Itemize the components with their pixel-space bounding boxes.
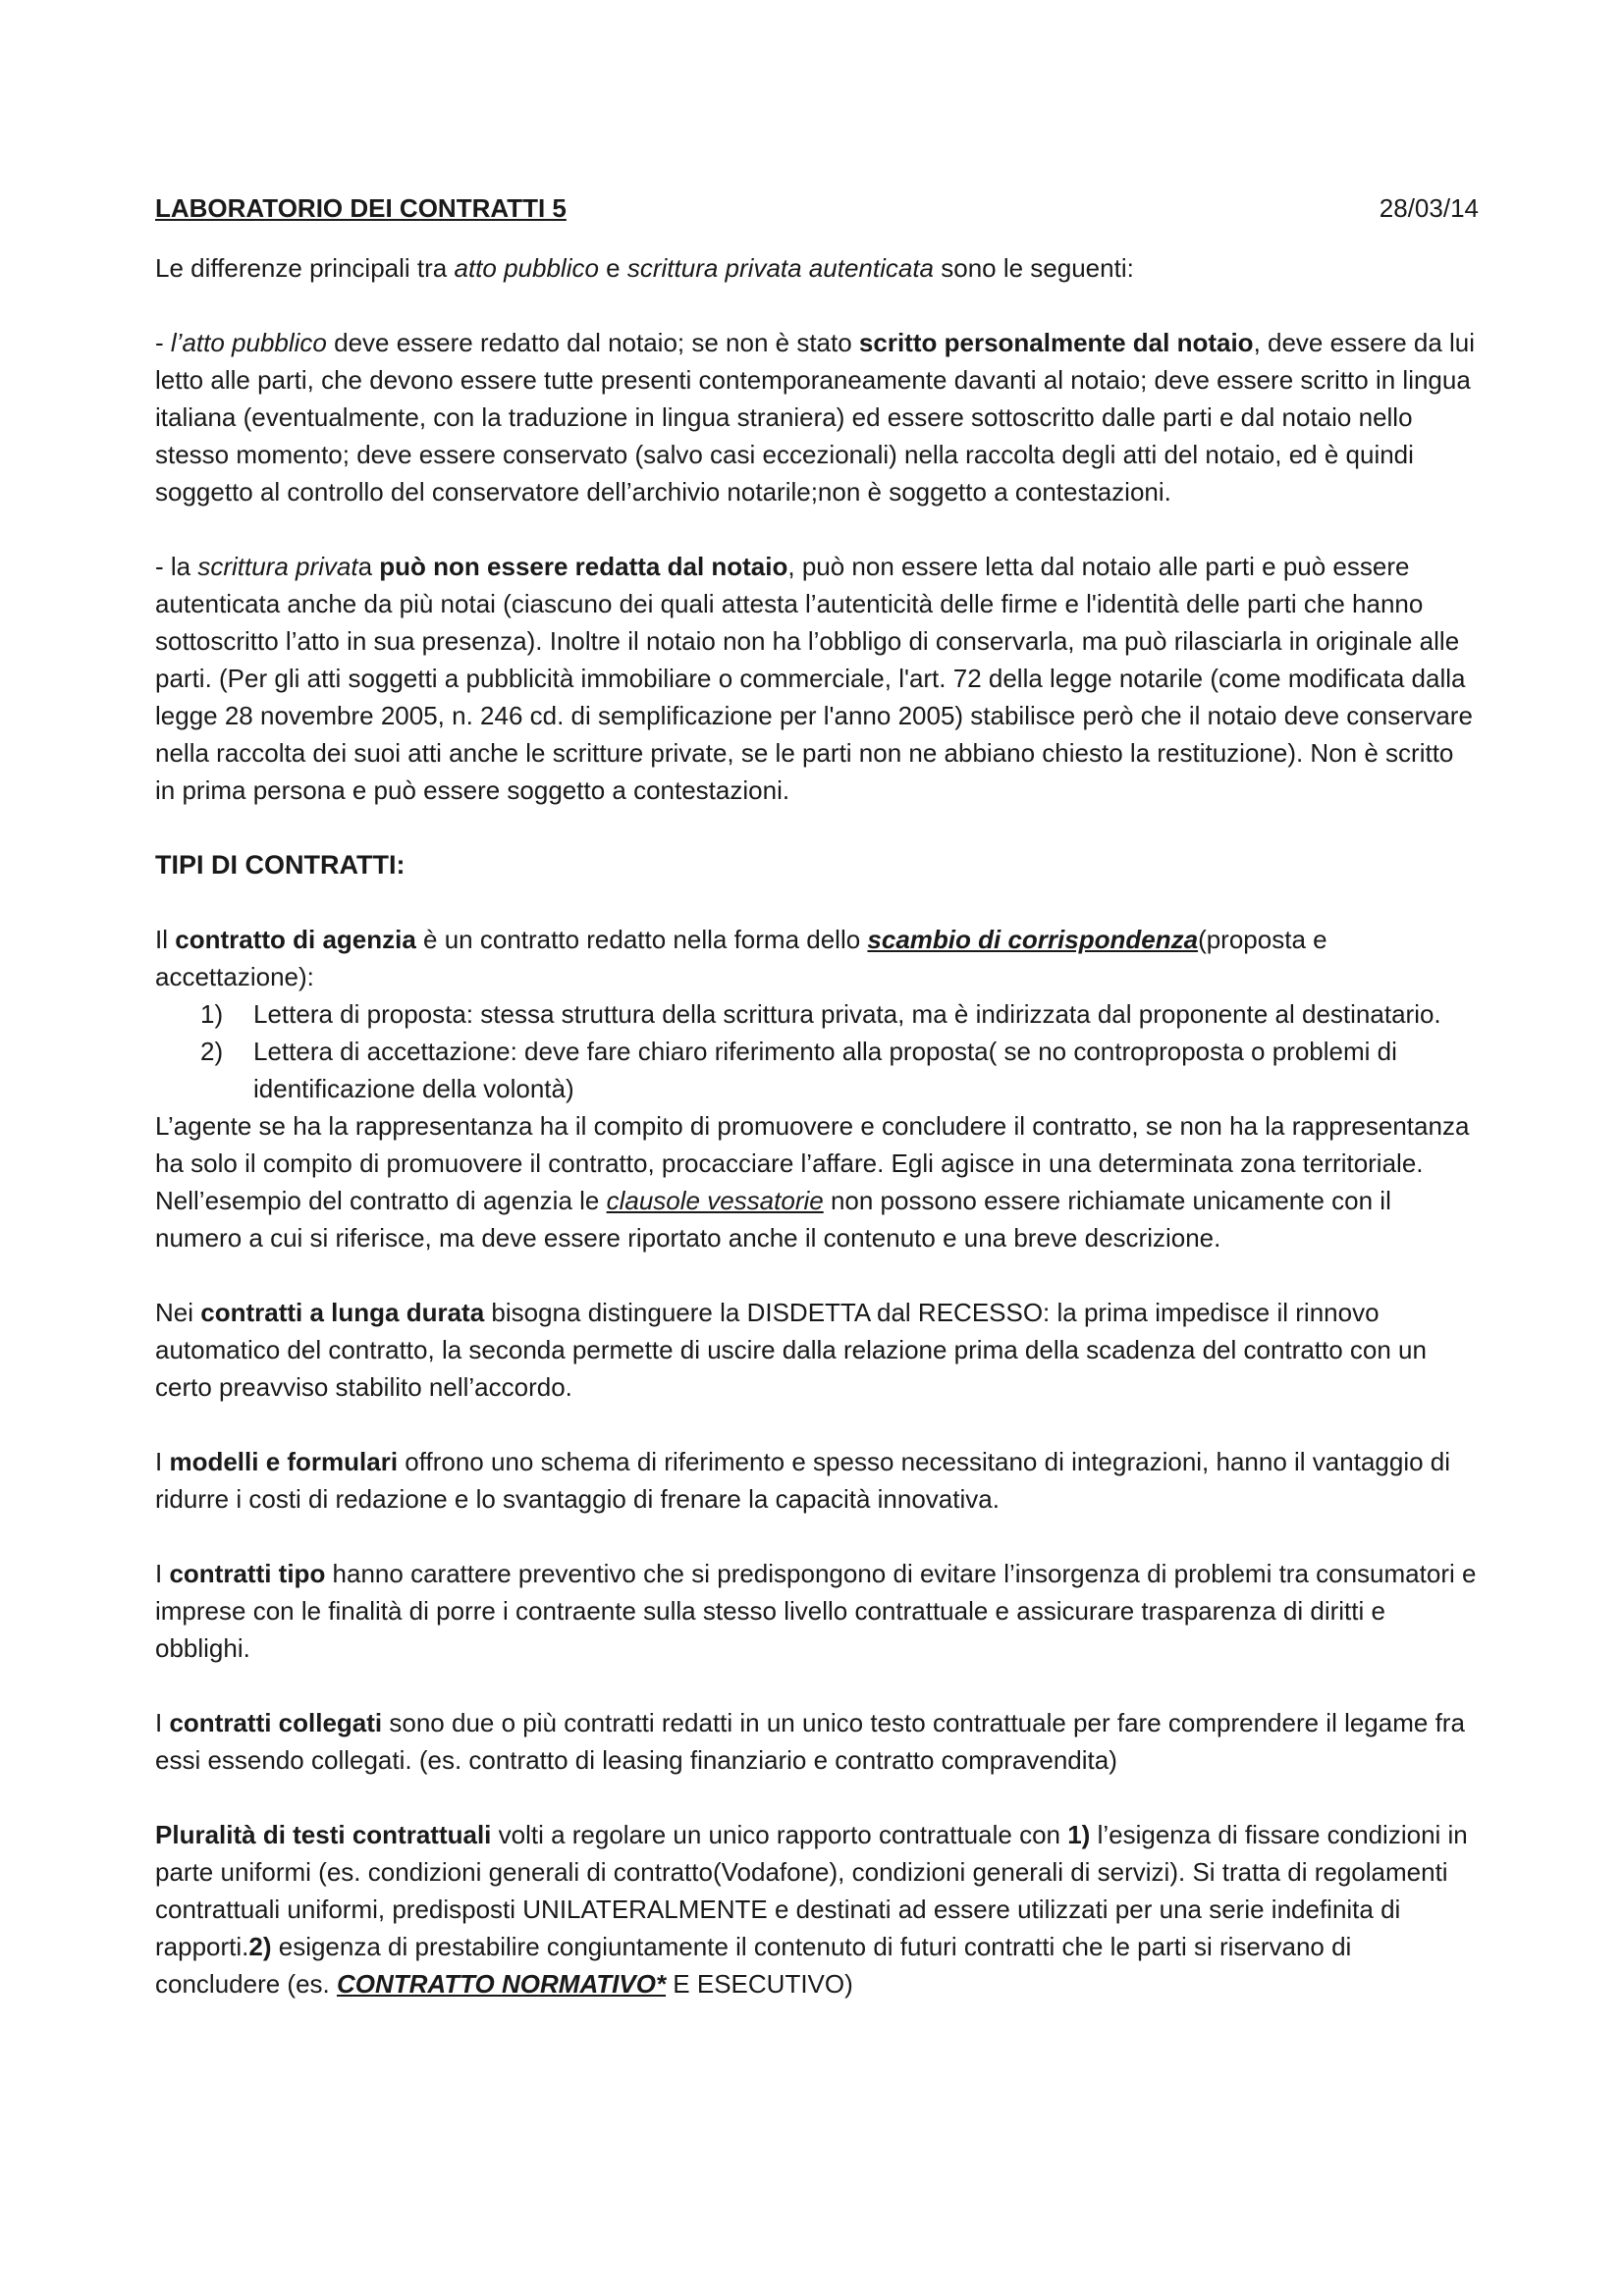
pluralita-paragraph: Pluralità di testi contrattuali volti a regolare un unico rapporto contrattuale con 1) l’esigenza di fissare condizioni in parte uniformi (es. condizioni generali di contratto(Vodafone), condizioni generali di servizi). Si tratta di regolamenti contrattuali uniformi, predisposti UNILATERALMENTE e destinati ad essere utilizzati per una serie indefinita di rapporti.2) esigenza di prestabilire congiuntamente il contenuto di futuri contratti che le parti si riservano di concludere (es. CONTRATTO NORMATIVO* E ESECUTIVO): [155, 1820, 1468, 1999]
modelli-paragraph: I modelli e formulari offrono uno schema di riferimento e spesso necessitano di integrazioni, hanno il vantaggio di ridurre i costi di redazione e lo svantaggio di frenare la capacità innovativa.: [155, 1447, 1451, 1514]
tipi-contratti-heading: TIPI DI CONTRATTI:: [155, 850, 406, 880]
contratti-tipo-paragraph: I contratti tipo hanno carattere preventivo che si predispongono di evitare l’insorgenza di problemi tra consumatori e imprese con le finalità di porre i contraente sulla stesso livello contrattuale e assicurare trasparenza di diritti e obblighi.: [155, 1559, 1477, 1663]
list-item: 2) Lettera di accettazione: deve fare chiaro riferimento alla proposta( se no controproposta o problemi di identificazione della volontà): [200, 1037, 1397, 1103]
agente-paragraph: L’agente se ha la rappresentanza ha il compito di promuovere e concludere il contratto, se non ha la rappresentanza ha solo il compito di promuovere il contratto, procacciare l’affare. Egli agisce in una determinata zona territoriale. Nell’esempio del contratto di agenzia le clausole vessatorie non possono essere richiamate unicamente con il numero a cui si riferisce, ma deve essere riportato anche il contenuto e una breve descrizione.: [155, 1111, 1470, 1253]
intro-paragraph: Le differenze principali tra atto pubblico e scrittura privata autenticata sono le seguenti:: [155, 253, 1134, 283]
contratti-collegati-paragraph: I contratti collegati sono due o più contratti redatti in un unico testo contrattuale per fare comprendere il legame fra essi essendo collegati. (es. contratto di leasing finanziario e contratto compravendita): [155, 1708, 1465, 1775]
document-header: [155, 193, 1479, 231]
document-title: LABORATORIO DEI CONTRATTI 5: [155, 193, 567, 223]
document-page: [155, 193, 1479, 2002]
atto-pubblico-paragraph: - l’atto pubblico deve essere redatto dal notaio; se non è stato scritto personalmente dal notaio, deve essere da lui letto alle parti, che devono essere tutte presenti contemporaneamente davanti al notaio; deve essere scritto in lingua italiana (eventualmente, con la traduzione in lingua straniera) ed essere sottoscritto dalle parti e dal notaio nello stesso momento; deve essere conservato (salvo casi eccezionali) nella raccolta degli atti del notaio, ed è quindi soggetto al controllo del conservatore dell’archivio notarile;non è soggetto a contestazioni.: [155, 328, 1476, 507]
agenzia-paragraph: Il contratto di agenzia è un contratto redatto nella forma dello scambio di corrispondenza(proposta e accettazione):: [155, 925, 1327, 991]
document-date: 28/03/14: [1379, 193, 1479, 223]
list-item: 1) Lettera di proposta: stessa struttura della scrittura privata, ma è indirizzata dal proponente al destinatario.: [200, 999, 1441, 1029]
scrittura-privata-paragraph: - la scrittura privata può non essere redatta dal notaio, può non essere letta dal notaio alle parti e può essere autenticata anche da più notai (ciascuno dei quali attesta l’autenticità delle firme e l'identità delle parti che hanno sottoscritto l’atto in sua presenza). Inoltre il notaio non ha l’obbligo di conservarla, ma può rilasciarla in originale alle parti. (Per gli atti soggetti a pubblicità immobiliare o commerciale, l'art. 72 della legge notarile (come modificata dalla legge 28 novembre 2005, n. 246 cd. di semplificazione per l'anno 2005) stabilisce però che il notaio deve conservare nella raccolta dei suoi atti anche le scritture private, se le parti non ne abbiano chiesto la restituzione). Non è scritto in prima persona e può essere soggetto a contestazioni.: [155, 552, 1473, 805]
agenzia-list: [155, 995, 1479, 1107]
lunga-durata-paragraph: Nei contratti a lunga durata bisogna distinguere la DISDETTA dal RECESSO: la prima impedisce il rinnovo automatico del contratto, la seconda permette di uscire dalla relazione prima della scadenza del contratto con un certo preavviso stabilito nell’accordo.: [155, 1298, 1427, 1402]
